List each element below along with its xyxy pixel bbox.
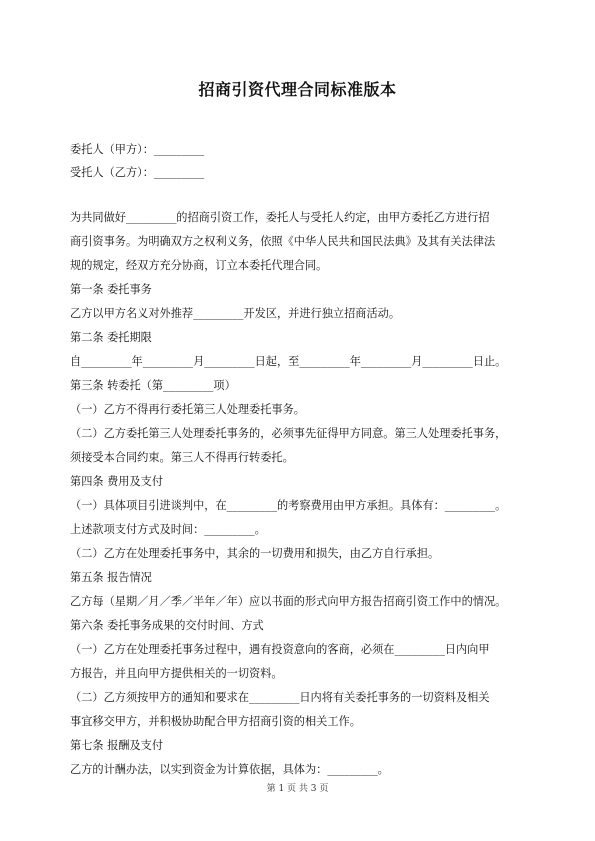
paragraph-line: （二）乙方在处理委托事务中，其余的一切费用和损失，由乙方自行承担。 [70, 547, 440, 560]
paragraph-line: 自_________年_________月_________日起，至_________年_________月_________日止。 [70, 355, 507, 368]
paragraph-line: （一）乙方在处理委托事务过程中，遇有投资意向的客商，必须在_________日内向甲 [70, 643, 490, 656]
paragraph-line: （一）乙方不得再行委托第三人处理委托事务。 [70, 403, 305, 416]
page-footer: 第 1 页 共 3 页 [266, 784, 329, 794]
paragraph-line: 上述款项支付方式及时间：_________。 [70, 523, 266, 536]
paragraph-line: 乙方每（星期／月／季／半年／年）应以书面的形式向甲方报告招商引资工作中的情况。 [70, 595, 507, 608]
paragraph-line: 方报告，并且向甲方提供相关的一切资料。 [70, 667, 283, 680]
party-b-line: 受托人（乙方）：_________ [70, 166, 205, 179]
party-a-line: 委托人（甲方）：_________ [70, 143, 205, 156]
article-heading: 第四条 费用及支付 [70, 475, 164, 488]
article-heading: 第五条 报告情况 [70, 571, 152, 584]
paragraph-line: 乙方以甲方名义对外推荐_________开发区，并进行独立招商活动。 [70, 307, 401, 320]
article-heading: 第一条 委托事务 [70, 283, 152, 296]
article-heading: 第七条 报酬及支付 [70, 739, 164, 752]
paragraph-line: 事宜移交甲方，并积极协助配合甲方招商引资的相关工作。 [70, 715, 361, 728]
paragraph-line: （一）具体项目引进谈判中，在_________的考察费用由甲方承担。具体有：_________。 [70, 499, 507, 512]
paragraph-line: （二）乙方须按甲方的通知和要求在_________日内将有关委托事务的一切资料及相关 [70, 691, 490, 704]
article-heading: 第三条 转委托（第_________项） [70, 379, 236, 392]
paragraph-line: 为共同做好_________的招商引资工作，委托人与受托人约定，由甲方委托乙方进行招 [70, 211, 490, 224]
article-heading: 第二条 委托期限 [70, 331, 152, 344]
paragraph-line: 乙方的计酬办法，以实到资金为计算依据，具体为：_________。 [70, 763, 389, 776]
article-heading: 第六条 委托事务成果的交付时间、方式 [70, 619, 264, 632]
paragraph-line: （二）乙方委托第三人处理委托事务的，必须事先征得甲方同意。第三人处理委托事务， [70, 427, 507, 440]
paragraph-line: 须接受本合同约束。第三人不得再行转委托。 [70, 451, 294, 464]
paragraph-line: 商引资事务。为明确双方之权利义务，依照《中华人民共和国民法典》及其有关法律法 [70, 235, 496, 248]
paragraph-line: 规的规定，经双方充分协商，订立本委托代理合同。 [70, 259, 328, 272]
document-title: 招商引资代理合同标准版本 [198, 80, 397, 99]
